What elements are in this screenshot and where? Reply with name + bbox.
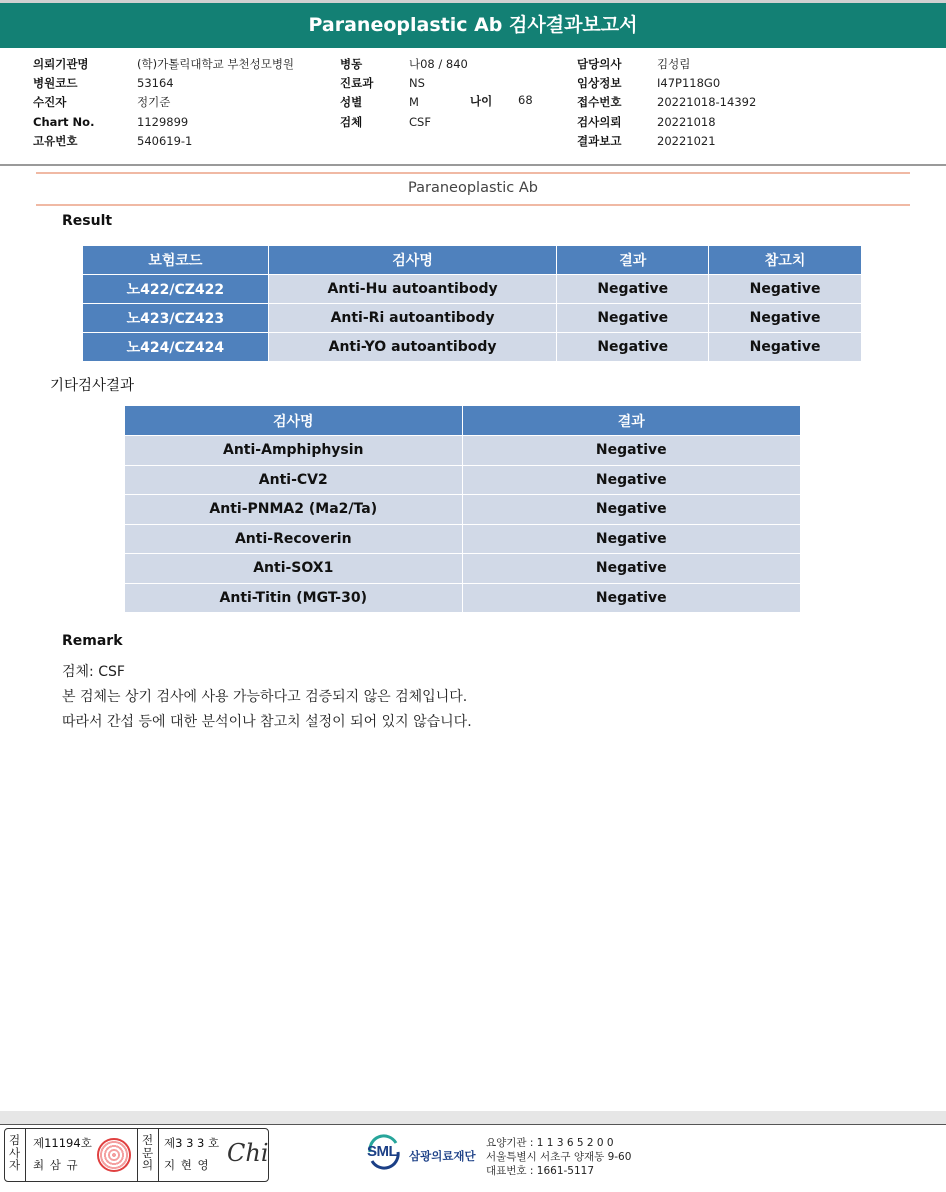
info-label: 결과보고 — [577, 133, 622, 148]
info-label: 병동 — [340, 57, 363, 71]
table-row — [125, 524, 801, 554]
result-table — [82, 245, 862, 362]
column-header: 검사명 — [268, 246, 557, 275]
test-name: Anti-CV2 — [125, 465, 463, 495]
divider — [158, 1129, 159, 1181]
report-title: Paraneoplastic Ab 검사결과보고서 — [0, 0, 946, 48]
test-result: Negative — [557, 275, 709, 304]
info-label: 성별 — [340, 95, 363, 110]
info-row-unique-no — [33, 132, 294, 151]
patient-info-col2 — [340, 55, 468, 132]
insurance-code: 노423/CZ423 — [83, 304, 269, 333]
table-header-row — [125, 406, 801, 436]
remark-line: 본 검체는 상기 검사에 사용 가능하다고 검증되지 않은 검체입니다. — [62, 689, 468, 705]
table-row — [125, 436, 801, 466]
table-row — [83, 304, 862, 333]
test-name: Anti-Titin (MGT-30) — [125, 583, 463, 613]
info-value-age: 68 — [518, 93, 533, 107]
org-info-line: 대표번호 : 1661-5117 — [486, 1165, 595, 1177]
info-label: 접수번호 — [577, 95, 622, 110]
info-value: I47P118G0 — [657, 76, 721, 91]
reference-value: Negative — [709, 304, 862, 333]
insurance-code: 노422/CZ422 — [83, 275, 269, 304]
test-result: Negative — [462, 583, 800, 613]
specialist-name: 지 현 영 — [164, 1158, 210, 1172]
info-row-chart-no — [33, 113, 294, 132]
insurance-code: 노424/CZ424 — [83, 333, 269, 362]
patient-info-col1 — [33, 55, 294, 151]
header-divider — [0, 164, 946, 166]
info-row-request — [577, 113, 756, 132]
test-name: Anti-Recoverin — [125, 524, 463, 554]
info-row-institution — [33, 55, 294, 74]
info-value: 정기준 — [137, 95, 171, 110]
info-value: 1129899 — [137, 114, 189, 129]
info-value: 김성림 — [657, 57, 691, 71]
info-label: 병원코드 — [33, 76, 78, 91]
info-row-doctor — [577, 55, 756, 74]
info-label: 고유번호 — [33, 133, 78, 148]
column-header: 참고치 — [709, 246, 862, 275]
table-row — [125, 465, 801, 495]
test-result: Negative — [462, 436, 800, 466]
table-row — [125, 495, 801, 525]
test-result: Negative — [462, 554, 800, 584]
section-title: Paraneoplastic Ab — [408, 180, 538, 196]
test-name: Anti-PNMA2 (Ma2/Ta) — [125, 495, 463, 525]
info-label: 의뢰기관명 — [33, 57, 89, 71]
info-row-department — [340, 74, 468, 93]
test-result: Negative — [462, 465, 800, 495]
test-result: Negative — [557, 333, 709, 362]
section-divider-bottom — [36, 204, 910, 206]
table-header-row — [83, 246, 862, 275]
info-value: 53164 — [137, 76, 174, 91]
patient-info-col3 — [577, 55, 756, 151]
info-label: 임상정보 — [577, 76, 622, 91]
reference-value: Negative — [709, 333, 862, 362]
info-value: CSF — [409, 114, 431, 129]
info-label-age: 나이 — [470, 94, 493, 108]
tester-name: 최 삼 규 — [33, 1158, 79, 1172]
table-row — [125, 583, 801, 613]
specialist-label-text: 전문의 — [141, 1133, 154, 1172]
info-value: 나08 / 840 — [409, 57, 468, 71]
org-info — [486, 1136, 631, 1178]
org-info-line: 서울특별시 서초구 양재동 9-60 — [486, 1151, 632, 1163]
info-row-sex — [340, 93, 468, 112]
info-row-hospital-code — [33, 74, 294, 93]
test-name: Anti-Ri autoantibody — [268, 304, 557, 333]
table-row — [125, 554, 801, 584]
info-label: Chart No. — [33, 114, 95, 129]
info-label: 수진자 — [33, 95, 67, 110]
remark-text — [62, 660, 472, 735]
result-label: Result — [62, 213, 113, 229]
test-result: Negative — [462, 495, 800, 525]
info-value: 20221018-14392 — [657, 95, 757, 110]
column-header: 결과 — [462, 406, 800, 436]
other-tests-table — [124, 405, 801, 613]
footer-divider — [0, 1124, 946, 1125]
test-name: Anti-Hu autoantibody — [268, 275, 557, 304]
info-value: 540619-1 — [137, 133, 193, 148]
column-header: 보험코드 — [83, 246, 269, 275]
divider — [137, 1129, 138, 1181]
table-row — [83, 333, 862, 362]
remark-line: 따라서 간섭 등에 대한 분석이나 참고치 설정이 되어 있지 않습니다. — [62, 714, 472, 730]
info-value: 20221021 — [657, 133, 716, 148]
test-name: Anti-Amphiphysin — [125, 436, 463, 466]
section-divider-top — [36, 172, 910, 174]
test-name: Anti-SOX1 — [125, 554, 463, 584]
test-result: Negative — [557, 304, 709, 333]
other-tests-label: 기타검사결과 — [50, 378, 135, 394]
tester-label — [6, 1134, 23, 1172]
info-label: 검사의뢰 — [577, 114, 622, 129]
divider — [25, 1129, 26, 1181]
footer-band — [0, 1111, 946, 1124]
info-row-receipt — [577, 93, 756, 112]
info-value: (학)가톨릭대학교 부천성모병원 — [137, 57, 295, 71]
signature-box — [4, 1128, 269, 1182]
info-row-clinical — [577, 74, 756, 93]
column-header: 검사명 — [125, 406, 463, 436]
info-row-report — [577, 132, 756, 151]
tester-label-text: 검사자 — [8, 1133, 21, 1172]
tester-license-no: 제11194호 — [33, 1136, 92, 1150]
column-header: 결과 — [557, 246, 709, 275]
specialist-license-no: 제3 3 3 호 — [164, 1136, 220, 1150]
logo-abbr: SML — [367, 1143, 398, 1160]
specialist-label — [139, 1134, 156, 1172]
remark-label: Remark — [62, 633, 123, 649]
remark-line: 검체: CSF — [62, 664, 125, 680]
table-row — [83, 275, 862, 304]
info-row-ward — [340, 55, 468, 74]
info-label: 담당의사 — [577, 57, 622, 71]
test-name: Anti-YO autoantibody — [268, 333, 557, 362]
info-label: 진료과 — [340, 76, 374, 91]
official-seal-icon — [97, 1138, 131, 1172]
org-info-line: 요양기관 : 1 1 3 6 5 2 0 0 — [486, 1137, 614, 1149]
info-value: M — [409, 95, 419, 110]
logo-name: 삼광의료재단 — [409, 1149, 476, 1163]
info-value: 20221018 — [657, 114, 716, 129]
test-result: Negative — [462, 524, 800, 554]
info-row-patient — [33, 93, 294, 112]
signature: Chi — [227, 1139, 269, 1167]
info-value: NS — [409, 76, 425, 91]
info-label: 검체 — [340, 114, 363, 129]
info-row-specimen — [340, 113, 468, 132]
reference-value: Negative — [709, 275, 862, 304]
